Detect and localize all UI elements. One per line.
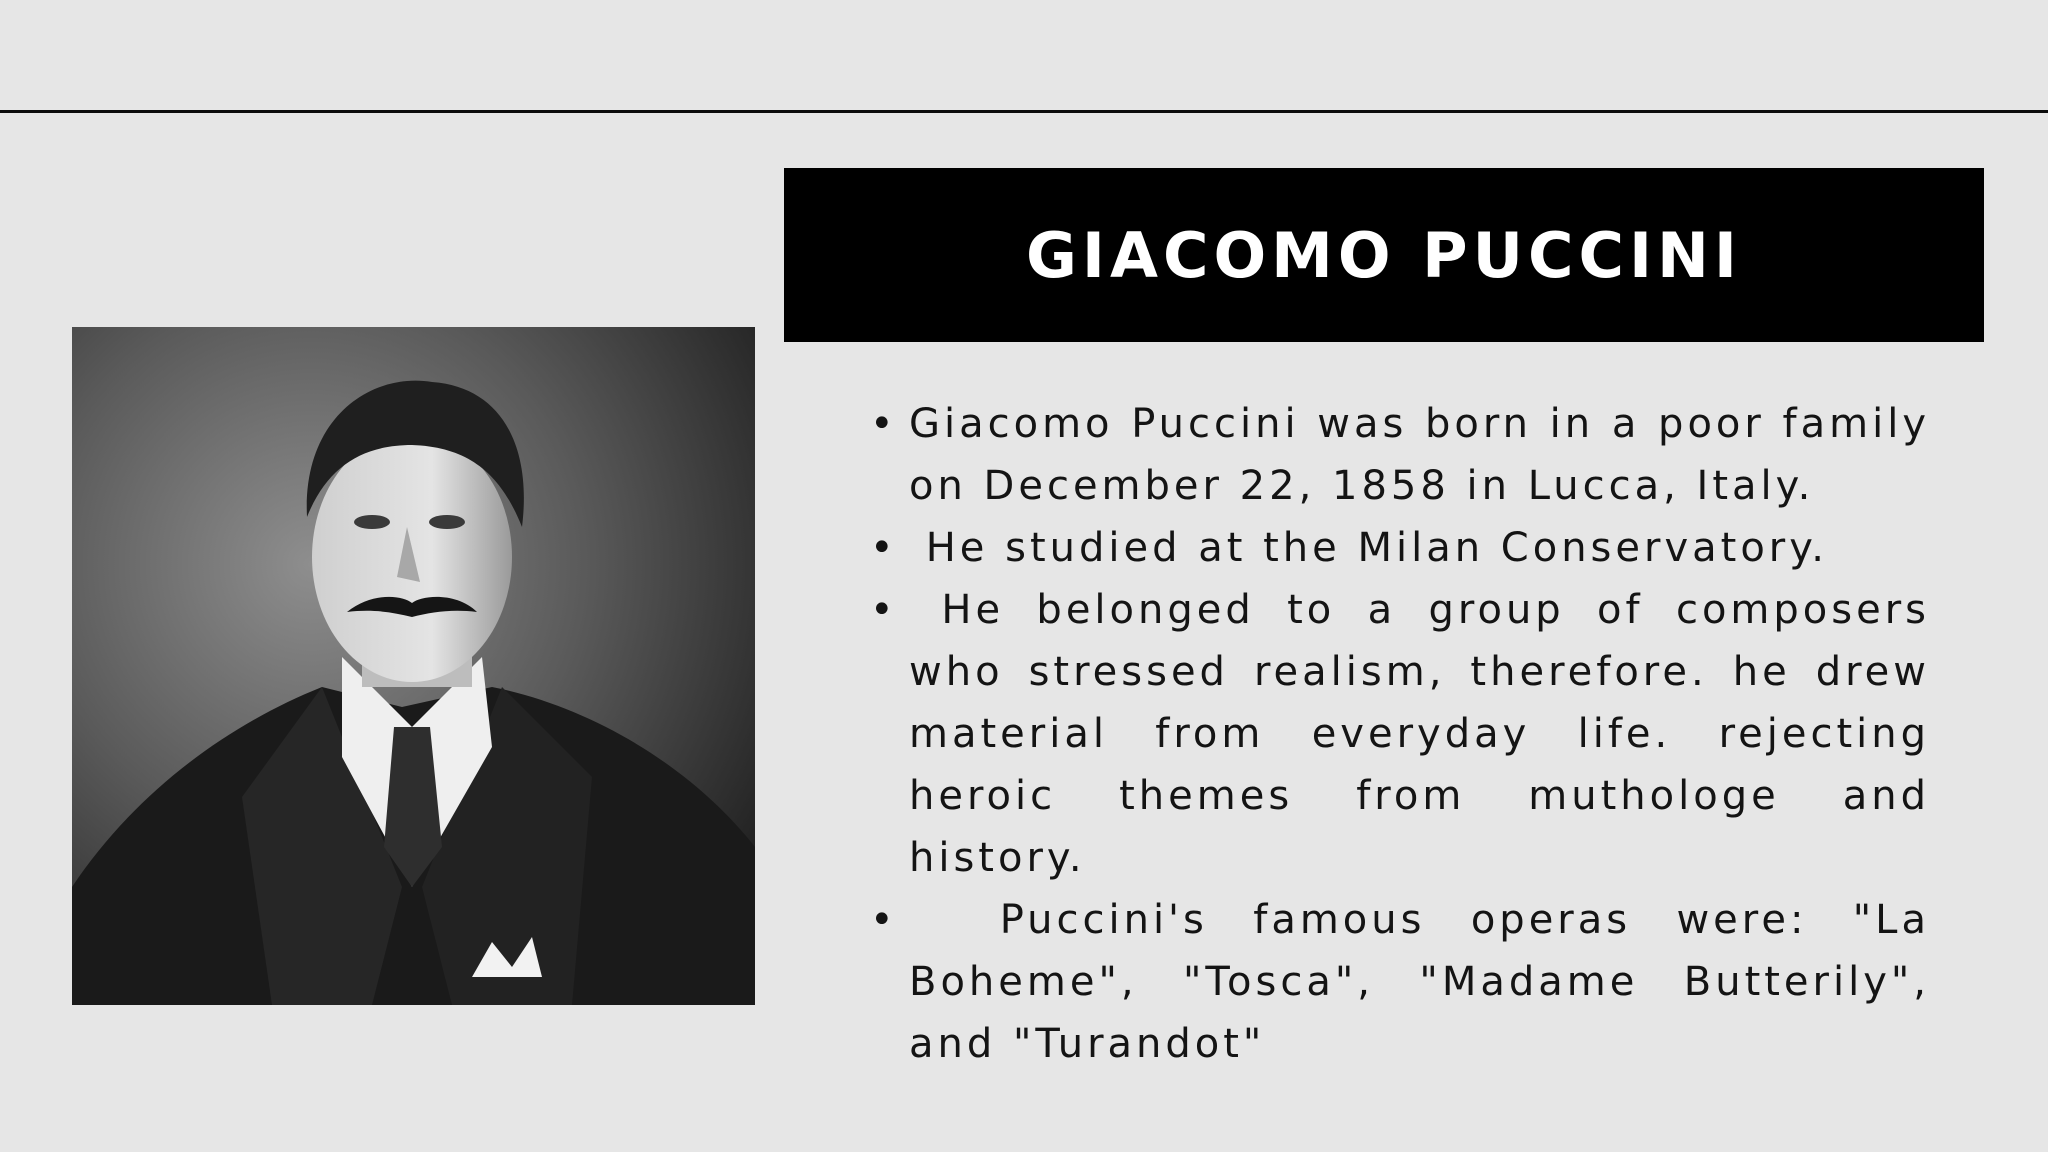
bullet-dot-icon: •	[870, 587, 898, 633]
top-divider-line	[0, 110, 2048, 113]
bullet-item	[870, 393, 1930, 517]
bullet-item	[870, 517, 1930, 579]
bullet-text: He studied at the Milan Conservatory.	[909, 525, 1828, 571]
bullet-item	[870, 889, 1947, 1075]
title-bar	[784, 168, 1984, 342]
slide-title: GIACOMO PUCCINI	[1026, 218, 1742, 292]
bullet-dot-icon: •	[870, 897, 898, 943]
bullet-text: Puccini's famous operas were: "La Boheme", "Tosca", "Madame Butterily", and "Turandot"	[909, 897, 1947, 1067]
bullet-dot-icon: •	[870, 525, 898, 571]
bullet-text: He belonged to a group of composers who stressed realism, therefore. he drew material from everyday life. rejecting heroic themes from muthologe and history.	[909, 587, 1947, 881]
bullet-text: Giacomo Puccini was born in a poor family on December 22, 1858 in Lucca, Italy.	[909, 401, 1930, 509]
bullet-list	[870, 393, 1947, 1075]
portrait-photo	[72, 327, 755, 1005]
bullet-dot-icon: •	[870, 401, 898, 447]
bullet-item	[870, 579, 1947, 889]
